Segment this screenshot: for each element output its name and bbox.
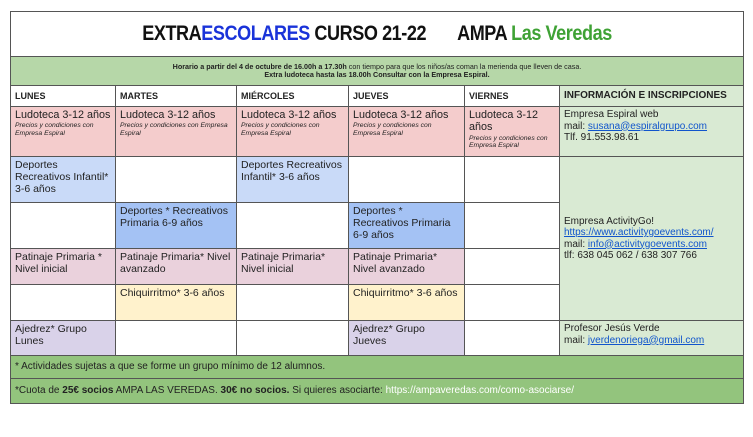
activitygo-mail-link[interactable]: info@activitygoevents.com xyxy=(587,238,707,250)
espiral-mail-link[interactable]: susana@espiralgrupo.com xyxy=(587,120,708,132)
footer-note: * Actividades sujetas a que se forme un grupo mínimo de 12 alumnos. xyxy=(11,356,744,379)
empty-cell xyxy=(116,157,237,203)
row-ajedrez xyxy=(11,321,744,356)
info-espiral: Empresa Espiral web mail: susana@espiralgrupo.com Tlf. 91.553.98.61 xyxy=(560,107,744,157)
patinaje-lunes: Patinaje Primaria * Nivel inicial xyxy=(11,249,116,285)
ludoteca-jueves: Ludoteca 3-12 años Precios y condiciones con Empresa Espiral xyxy=(349,107,465,157)
patinaje-miercoles: Patinaje Primaria* Nivel inicial xyxy=(237,249,349,285)
row-ludoteca xyxy=(11,107,744,157)
empty-cell xyxy=(465,285,560,321)
asociarse-link[interactable]: https://ampaveredas.com/como-asociarse/ xyxy=(385,385,575,397)
empty-cell xyxy=(116,321,237,356)
empty-cell xyxy=(237,321,349,356)
patinaje-jueves: Patinaje Primaria* Nivel avanzado xyxy=(349,249,465,285)
header-row xyxy=(11,86,744,107)
col-header-miercoles: MIÉRCOLES xyxy=(237,86,349,107)
info-activitygo: Empresa ActivityGo! https://www.activitygoevents.com/ mail: info@activitygoevents.com tlf: 638 045 062 / 638 307 766 xyxy=(560,157,744,321)
schedule-table xyxy=(10,11,744,404)
col-header-lunes: LUNES xyxy=(11,86,116,107)
title-cell xyxy=(11,12,744,57)
chiquirritmo-martes: Chiquirritmo* 3-6 años xyxy=(116,285,237,321)
col-header-martes: MARTES xyxy=(116,86,237,107)
empty-cell xyxy=(349,157,465,203)
info-verde: Profesor Jesús Verde mail: jverdenoriega@gmail.com xyxy=(560,321,744,356)
col-header-jueves: JUEVES xyxy=(349,86,465,107)
deportes-primaria-jueves: Deportes * Recreativos Primaria 6-9 años xyxy=(349,203,465,249)
footer-cuota: *Cuota de 25€ socios AMPA LAS VEREDAS. 30€ no socios. Si quieres asociarte: https://ampaveredas.com/como-asociarse/ xyxy=(11,379,744,404)
chiquirritmo-jueves: Chiquirritmo* 3-6 años xyxy=(349,285,465,321)
patinaje-martes: Patinaje Primaria* Nivel avanzado xyxy=(116,249,237,285)
ludoteca-lunes: Ludoteca 3-12 años Precios y condiciones con Empresa Espiral xyxy=(11,107,116,157)
ajedrez-lunes: Ajedrez* Grupo Lunes xyxy=(11,321,116,356)
deportes-infantil-lunes: Deportes Recreativos Infantil* 3-6 años xyxy=(11,157,116,203)
empty-cell xyxy=(465,321,560,356)
empty-cell xyxy=(465,203,560,249)
empty-cell xyxy=(11,285,116,321)
col-header-viernes: VIERNES xyxy=(465,86,560,107)
deportes-infantil-miercoles: Deportes Recreativos Infantil* 3-6 años xyxy=(237,157,349,203)
empty-cell xyxy=(465,249,560,285)
empty-cell xyxy=(11,203,116,249)
deportes-primaria-martes: Deportes * Recreativos Primaria 6-9 años xyxy=(116,203,237,249)
ajedrez-jueves: Ajedrez* Grupo Jueves xyxy=(349,321,465,356)
empty-cell xyxy=(237,285,349,321)
empty-cell xyxy=(465,157,560,203)
page-title: EXTRAESCOLARES CURSO 21-22 AMPA Las Veredas xyxy=(142,21,612,45)
hours-banner: Horario a partir del 4 de octubre de 16.00h a 17.30h con tiempo para que los niños/as coman la merienda que lleven de casa. Extra ludoteca hasta las 18.00h Consultar con la Empresa Espiral. xyxy=(11,57,744,86)
empty-cell xyxy=(237,203,349,249)
col-header-info: INFORMACIÓN E INSCRIPCIONES xyxy=(560,86,744,107)
ludoteca-miercoles: Ludoteca 3-12 años Precios y condiciones con Empresa Espiral xyxy=(237,107,349,157)
ludoteca-viernes: Ludoteca 3-12 años Precios y condiciones con Empresa Espiral xyxy=(465,107,560,157)
ludoteca-martes: Ludoteca 3-12 años Precios y condiciones con Empresa Espiral xyxy=(116,107,237,157)
activitygo-url-link[interactable]: https://www.activitygoevents.com/ xyxy=(564,227,714,238)
verde-mail-link[interactable]: jverdenoriega@gmail.com xyxy=(587,334,705,346)
row-deportes-infantil xyxy=(11,157,744,203)
schedule-frame xyxy=(10,11,743,404)
